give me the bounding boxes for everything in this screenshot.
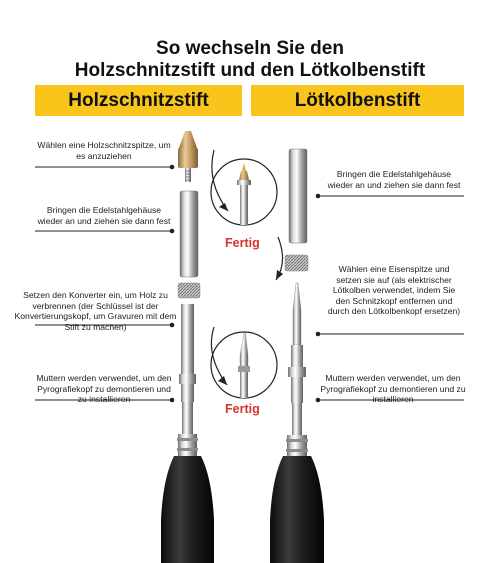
soldering-tip xyxy=(293,283,301,345)
left-callout-dots xyxy=(170,165,175,403)
left-tool-parts xyxy=(161,131,214,563)
right-step-3: Muttern werden verwendet, um den Pyrografiekopf zu demontieren und zu installieren xyxy=(320,373,466,404)
detail-circle-soldering xyxy=(211,332,277,398)
left-step-3: Setzen den Konverter ein, um Holz zu verbrennen (der Schlüssel ist der Konvertierungskopf, um Gravuren mit dem Stift zu machen) xyxy=(14,290,177,332)
right-step-2: Wählen eine Eisenspitze und setzen sie auf (als elektrischer Lötkolben verwendet, indem Sie den Schnitzkopf entfernen und durch den Lötkolbenkopf ersetzen) xyxy=(327,264,461,316)
left-callout-lines xyxy=(35,167,172,400)
arrow-2 xyxy=(276,237,283,280)
banner-wood-carving-pen: Holzschnitzstift xyxy=(35,85,242,116)
detail-circle-carving xyxy=(211,159,277,225)
pen-grip-right xyxy=(270,456,324,563)
pen-shaft xyxy=(177,304,198,456)
done-label-1: Fertig xyxy=(225,236,260,250)
steel-sleeve-right xyxy=(289,149,307,243)
banner-soldering-pen: Lötkolbenstift xyxy=(251,85,464,116)
right-step-1: Bringen die Edelstahlgehäuse wieder an und ziehen sie dann fest xyxy=(327,169,461,190)
left-step-4: Muttern werden verwendet, um den Pyrografiekopf zu demontieren und zu installieren xyxy=(36,373,172,404)
knurled-converter xyxy=(178,283,200,298)
pen-shaft-right xyxy=(286,345,308,456)
steel-sleeve xyxy=(180,191,198,277)
title-line-1: So wechseln Sie den xyxy=(156,38,344,59)
carving-tip xyxy=(178,131,198,182)
left-step-1: Wählen eine Holzschnitzspitze, um es anzuziehen xyxy=(37,140,171,161)
knurled-nut xyxy=(285,255,308,271)
pen-grip xyxy=(161,456,214,563)
done-label-2: Fertig xyxy=(225,402,260,416)
title-line-2: Holzschnitzstift und den Lötkolbenstift xyxy=(74,60,426,81)
right-callout-dots xyxy=(316,194,321,403)
right-tool-parts xyxy=(270,149,324,563)
left-step-2: Bringen die Edelstahlgehäuse wieder an und ziehen sie dann fest xyxy=(37,205,171,226)
